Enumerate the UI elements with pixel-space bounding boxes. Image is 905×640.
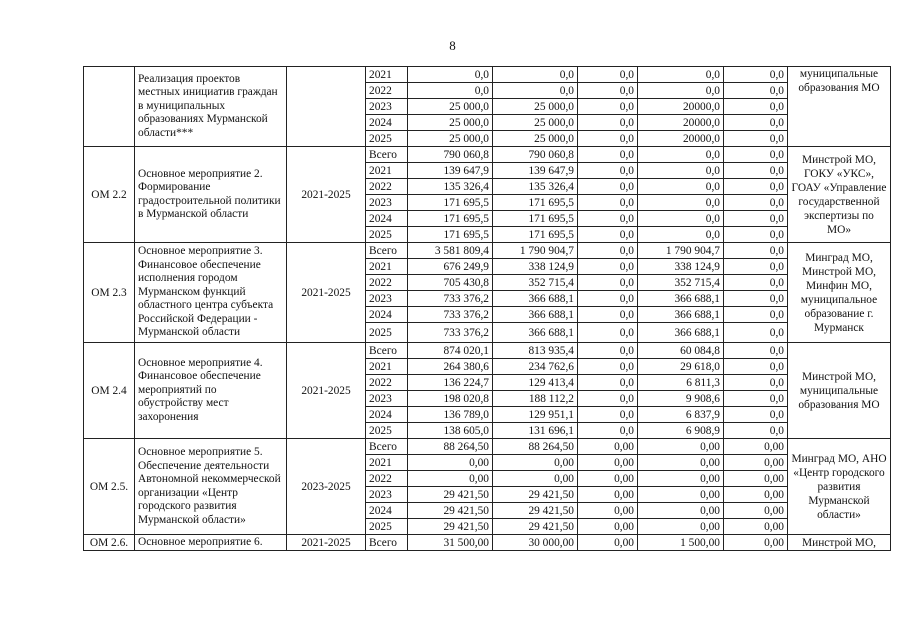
year-cell: 2024 (366, 407, 408, 423)
value-cell: 0,00 (638, 439, 724, 455)
value-cell: 0,0 (493, 67, 578, 83)
value-cell: 0,0 (578, 243, 638, 259)
year-cell: Всего (366, 147, 408, 163)
year-cell: 2024 (366, 115, 408, 131)
value-cell: 0,00 (724, 535, 788, 551)
total-cell: 874 020,1 (408, 343, 493, 359)
value-cell: 0,0 (578, 275, 638, 291)
value-cell: 0,0 (724, 391, 788, 407)
total-cell: 790 060,8 (408, 147, 493, 163)
value-cell: 0,0 (578, 179, 638, 195)
executors: Минград МО, Минстрой МО, Минфин МО, муниципальное образование г. Мурманск (788, 243, 891, 343)
value-cell: 0,0 (724, 163, 788, 179)
value-cell: 6 811,3 (638, 375, 724, 391)
value-cell: 0,00 (578, 535, 638, 551)
value-cell: 366 688,1 (638, 291, 724, 307)
total-cell: 0,00 (408, 455, 493, 471)
value-cell: 1 790 904,7 (493, 243, 578, 259)
value-cell: 0,0 (578, 391, 638, 407)
year-cell: 2021 (366, 163, 408, 179)
value-cell: 0,0 (578, 163, 638, 179)
year-cell: 2021 (366, 259, 408, 275)
value-cell: 0,0 (724, 275, 788, 291)
year-cell: 2022 (366, 471, 408, 487)
table-row (84, 439, 891, 455)
value-cell: 0,0 (724, 307, 788, 323)
value-cell: 0,00 (578, 439, 638, 455)
total-cell: 0,00 (408, 471, 493, 487)
year-cell: 2025 (366, 323, 408, 343)
total-cell: 198 020,8 (408, 391, 493, 407)
value-cell: 88 264,50 (493, 439, 578, 455)
value-cell: 0,0 (638, 179, 724, 195)
total-cell: 705 430,8 (408, 275, 493, 291)
budget-table (83, 66, 891, 551)
value-cell: 338 124,9 (493, 259, 578, 275)
year-cell: 2022 (366, 83, 408, 99)
value-cell: 0,0 (578, 343, 638, 359)
executors: муниципальные образования МО (788, 67, 891, 147)
value-cell: 0,0 (724, 343, 788, 359)
measure-code: ОМ 2.2 (84, 147, 135, 243)
value-cell: 0,0 (724, 195, 788, 211)
total-cell: 264 380,6 (408, 359, 493, 375)
table-row (84, 243, 891, 259)
year-cell: 2021 (366, 67, 408, 83)
value-cell: 0,00 (638, 503, 724, 519)
total-cell: 25 000,0 (408, 115, 493, 131)
value-cell: 171 695,5 (493, 195, 578, 211)
value-cell: 9 908,6 (638, 391, 724, 407)
value-cell: 0,0 (578, 291, 638, 307)
total-cell: 31 500,00 (408, 535, 493, 551)
year-cell: 2025 (366, 519, 408, 535)
value-cell: 0,0 (638, 83, 724, 99)
value-cell: 0,0 (578, 99, 638, 115)
total-cell: 88 264,50 (408, 439, 493, 455)
year-cell: 2023 (366, 391, 408, 407)
value-cell: 0,0 (724, 83, 788, 99)
year-cell: 2025 (366, 227, 408, 243)
value-cell: 0,0 (578, 195, 638, 211)
table-row (84, 343, 891, 359)
total-cell: 29 421,50 (408, 487, 493, 503)
value-cell: 0,0 (724, 407, 788, 423)
value-cell: 25 000,0 (493, 99, 578, 115)
total-cell: 733 376,2 (408, 307, 493, 323)
executors: Минстрой МО, ГОКУ «УКС», ГОАУ «Управление государственной экспертизы по МО» (788, 147, 891, 243)
value-cell: 129 951,1 (493, 407, 578, 423)
value-cell: 0,0 (638, 227, 724, 243)
value-cell: 0,0 (578, 147, 638, 163)
value-cell: 0,00 (578, 487, 638, 503)
value-cell: 0,0 (578, 407, 638, 423)
value-cell: 0,0 (578, 131, 638, 147)
value-cell: 29 421,50 (493, 487, 578, 503)
total-cell: 676 249,9 (408, 259, 493, 275)
executors: Минград МО, АНО «Центр городского развития Мурманской области» (788, 439, 891, 535)
value-cell: 0,0 (578, 359, 638, 375)
total-cell: 171 695,5 (408, 227, 493, 243)
total-cell: 136 789,0 (408, 407, 493, 423)
year-cell: 2022 (366, 375, 408, 391)
value-cell: 0,0 (724, 423, 788, 439)
value-cell: 0,00 (724, 487, 788, 503)
value-cell: 0,00 (724, 503, 788, 519)
executors: Минстрой МО, муниципальные образования МО (788, 343, 891, 439)
total-cell: 136 224,7 (408, 375, 493, 391)
value-cell: 0,0 (578, 227, 638, 243)
value-cell: 0,0 (638, 163, 724, 179)
value-cell: 25 000,0 (493, 115, 578, 131)
measure-period: 2023-2025 (287, 439, 366, 535)
value-cell: 352 715,4 (638, 275, 724, 291)
total-cell: 3 581 809,4 (408, 243, 493, 259)
year-cell: 2021 (366, 455, 408, 471)
value-cell: 1 500,00 (638, 535, 724, 551)
value-cell: 0,0 (724, 67, 788, 83)
measure-name: Основное мероприятие 5. Обеспечение деятельности Автономной некоммерческой организации «Центр городского развития Мурманской области» (135, 439, 287, 535)
total-cell: 25 000,0 (408, 99, 493, 115)
measure-code: ОМ 2.6. (84, 535, 135, 551)
value-cell: 0,0 (724, 227, 788, 243)
year-cell: Всего (366, 343, 408, 359)
value-cell: 790 060,8 (493, 147, 578, 163)
measure-name: Основное мероприятие 2. Формирование градостроительной политики в Мурманской области (135, 147, 287, 243)
measure-name: Основное мероприятие 4. Финансовое обеспечение мероприятий по обустройству мест захоронения (135, 343, 287, 439)
year-cell: Всего (366, 535, 408, 551)
value-cell: 0,0 (578, 67, 638, 83)
value-cell: 0,00 (724, 519, 788, 535)
value-cell: 0,0 (638, 195, 724, 211)
value-cell: 0,0 (724, 211, 788, 227)
year-cell: 2023 (366, 99, 408, 115)
measure-period: 2021-2025 (287, 535, 366, 551)
page-number: 8 (449, 38, 456, 53)
year-cell: 2022 (366, 179, 408, 195)
measure-name: Основное мероприятие 3. Финансовое обеспечение исполнения городом Мурманском функций областного центра субъекта Российской Федерации - Мурманской области (135, 243, 287, 343)
value-cell: 352 715,4 (493, 275, 578, 291)
value-cell: 20000,0 (638, 131, 724, 147)
year-cell: Всего (366, 439, 408, 455)
value-cell: 366 688,1 (493, 307, 578, 323)
value-cell: 6 908,9 (638, 423, 724, 439)
executors: Минстрой МО, (788, 535, 891, 551)
value-cell: 0,0 (724, 243, 788, 259)
value-cell: 0,0 (578, 323, 638, 343)
value-cell: 0,0 (724, 323, 788, 343)
measure-name: Основное мероприятие 6. (135, 535, 287, 551)
value-cell: 0,00 (578, 519, 638, 535)
value-cell: 29 421,50 (493, 503, 578, 519)
measure-period: 2021-2025 (287, 343, 366, 439)
value-cell: 0,0 (724, 179, 788, 195)
value-cell: 20000,0 (638, 115, 724, 131)
value-cell: 366 688,1 (493, 323, 578, 343)
total-cell: 29 421,50 (408, 503, 493, 519)
value-cell: 0,00 (578, 455, 638, 471)
value-cell: 0,0 (724, 147, 788, 163)
value-cell: 0,0 (724, 259, 788, 275)
value-cell: 0,00 (578, 471, 638, 487)
year-cell: 2025 (366, 131, 408, 147)
value-cell: 0,0 (724, 359, 788, 375)
value-cell: 0,0 (578, 375, 638, 391)
total-cell: 0,0 (408, 67, 493, 83)
year-cell: 2024 (366, 307, 408, 323)
total-cell: 25 000,0 (408, 131, 493, 147)
value-cell: 0,0 (724, 115, 788, 131)
value-cell: 0,0 (638, 147, 724, 163)
value-cell: 0,0 (724, 99, 788, 115)
measure-code: ОМ 2.3 (84, 243, 135, 343)
value-cell: 813 935,4 (493, 343, 578, 359)
year-cell: 2025 (366, 423, 408, 439)
value-cell: 1 790 904,7 (638, 243, 724, 259)
year-cell: 2024 (366, 503, 408, 519)
measure-code (84, 67, 135, 147)
total-cell: 733 376,2 (408, 291, 493, 307)
value-cell: 0,0 (578, 115, 638, 131)
value-cell: 0,00 (638, 471, 724, 487)
total-cell: 733 376,2 (408, 323, 493, 343)
value-cell: 366 688,1 (638, 307, 724, 323)
value-cell: 366 688,1 (638, 323, 724, 343)
value-cell: 29 421,50 (493, 519, 578, 535)
value-cell: 171 695,5 (493, 227, 578, 243)
year-cell: 2023 (366, 291, 408, 307)
measure-period (287, 67, 366, 147)
total-cell: 0,0 (408, 83, 493, 99)
year-cell: 2021 (366, 359, 408, 375)
table-row (84, 535, 891, 551)
value-cell: 131 696,1 (493, 423, 578, 439)
value-cell: 0,0 (578, 83, 638, 99)
value-cell: 0,00 (724, 455, 788, 471)
value-cell: 0,0 (578, 307, 638, 323)
value-cell: 25 000,0 (493, 131, 578, 147)
budget-table-body (84, 67, 891, 551)
year-cell: 2022 (366, 275, 408, 291)
value-cell: 30 000,00 (493, 535, 578, 551)
value-cell: 0,0 (638, 67, 724, 83)
value-cell: 0,0 (578, 423, 638, 439)
value-cell: 0,0 (578, 259, 638, 275)
year-cell: 2023 (366, 487, 408, 503)
value-cell: 60 084,8 (638, 343, 724, 359)
value-cell: 0,0 (638, 211, 724, 227)
value-cell: 0,00 (724, 471, 788, 487)
value-cell: 135 326,4 (493, 179, 578, 195)
value-cell: 0,00 (493, 471, 578, 487)
value-cell: 0,0 (493, 83, 578, 99)
value-cell: 0,0 (724, 131, 788, 147)
total-cell: 139 647,9 (408, 163, 493, 179)
value-cell: 234 762,6 (493, 359, 578, 375)
year-cell: Всего (366, 243, 408, 259)
value-cell: 139 647,9 (493, 163, 578, 179)
value-cell: 0,0 (724, 375, 788, 391)
value-cell: 338 124,9 (638, 259, 724, 275)
value-cell: 20000,0 (638, 99, 724, 115)
measure-name: Реализация проектов местных инициатив граждан в муниципальных образованиях Мурманской области*** (135, 67, 287, 147)
table-row (84, 67, 891, 83)
total-cell: 29 421,50 (408, 519, 493, 535)
value-cell: 188 112,2 (493, 391, 578, 407)
year-cell: 2024 (366, 211, 408, 227)
value-cell: 29 618,0 (638, 359, 724, 375)
value-cell: 0,00 (638, 487, 724, 503)
value-cell: 0,00 (578, 503, 638, 519)
value-cell: 366 688,1 (493, 291, 578, 307)
total-cell: 138 605,0 (408, 423, 493, 439)
value-cell: 0,0 (724, 291, 788, 307)
value-cell: 0,00 (638, 519, 724, 535)
total-cell: 171 695,5 (408, 211, 493, 227)
total-cell: 135 326,4 (408, 179, 493, 195)
table-row (84, 147, 891, 163)
value-cell: 6 837,9 (638, 407, 724, 423)
value-cell: 171 695,5 (493, 211, 578, 227)
measure-code: ОМ 2.5. (84, 439, 135, 535)
year-cell: 2023 (366, 195, 408, 211)
measure-period: 2021-2025 (287, 243, 366, 343)
measure-code: ОМ 2.4 (84, 343, 135, 439)
total-cell: 171 695,5 (408, 195, 493, 211)
value-cell: 0,0 (578, 211, 638, 227)
value-cell: 0,00 (493, 455, 578, 471)
value-cell: 0,00 (638, 455, 724, 471)
value-cell: 0,00 (724, 439, 788, 455)
measure-period: 2021-2025 (287, 147, 366, 243)
value-cell: 129 413,4 (493, 375, 578, 391)
